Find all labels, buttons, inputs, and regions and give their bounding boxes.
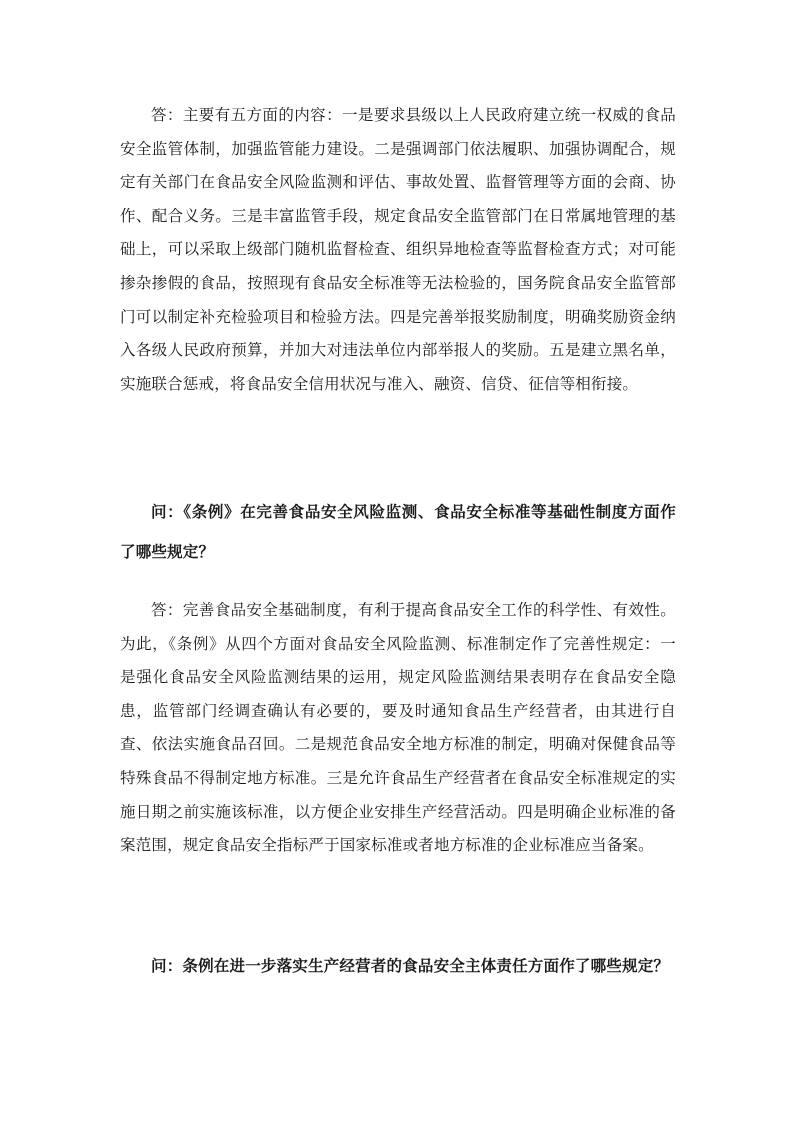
question-paragraph: 问：条例在进一步落实生产经营者的食品安全主体责任方面作了哪些规定？: [151, 957, 670, 975]
answer-paragraph: 答：主要有五方面的内容：一是要求县级以上人民政府建立统一权威的食品安全监管体制，加强监管能力建设。二是强调部门依法履职、加强协调配合，规定有关部门在食品安全风险监测和评估、事故处置、监督管理等方面的会商、协作、配合义务。三是丰富监管手段，规定食品安全监管部门在日常属地管理的基础上，可以采取上级部门随机监督检查、组织异地检查等监督检查方式；对可能掺杂掺假的食品，按照现有食品安全标准等无法检验的，国务院食品安全监管部门可以制定补充检验项目和检验方法。四是完善举报奖励制度，明确奖励资金纳入各级人民政府预算，并加大对违法单位内部举报人的奖励。五是建立黑名单，实施联合惩戒，将食品安全信用状况与准入、融资、信贷、征信等相衔接。: [120, 106, 676, 393]
question-paragraph: 问：《条例》在完善食品安全风险监测、食品安全标准等基础性制度方面作了哪些规定？: [120, 503, 676, 561]
answer-paragraph: 答：完善食品安全基础制度，有利于提高食品安全工作的科学性、有效性。为此，《条例》从四个方面对食品安全风险监测、标准制定作了完善性规定：一是强化食品安全风险监测结果的运用，规定风险监测结果表明存在食品安全隐患，监管部门经调查确认有必要的，要及时通知食品生产经营者，由其进行自查、依法实施食品召回。二是规范食品安全地方标准的制定，明确对保健食品等特殊食品不得制定地方标准。三是允许食品生产经营者在食品安全标准规定的实施日期之前实施该标准，以方便企业安排生产经营活动。四是明确企业标准的备案范围，规定食品安全指标严于国家标准或者地方标准的企业标准应当备案。: [120, 601, 676, 855]
